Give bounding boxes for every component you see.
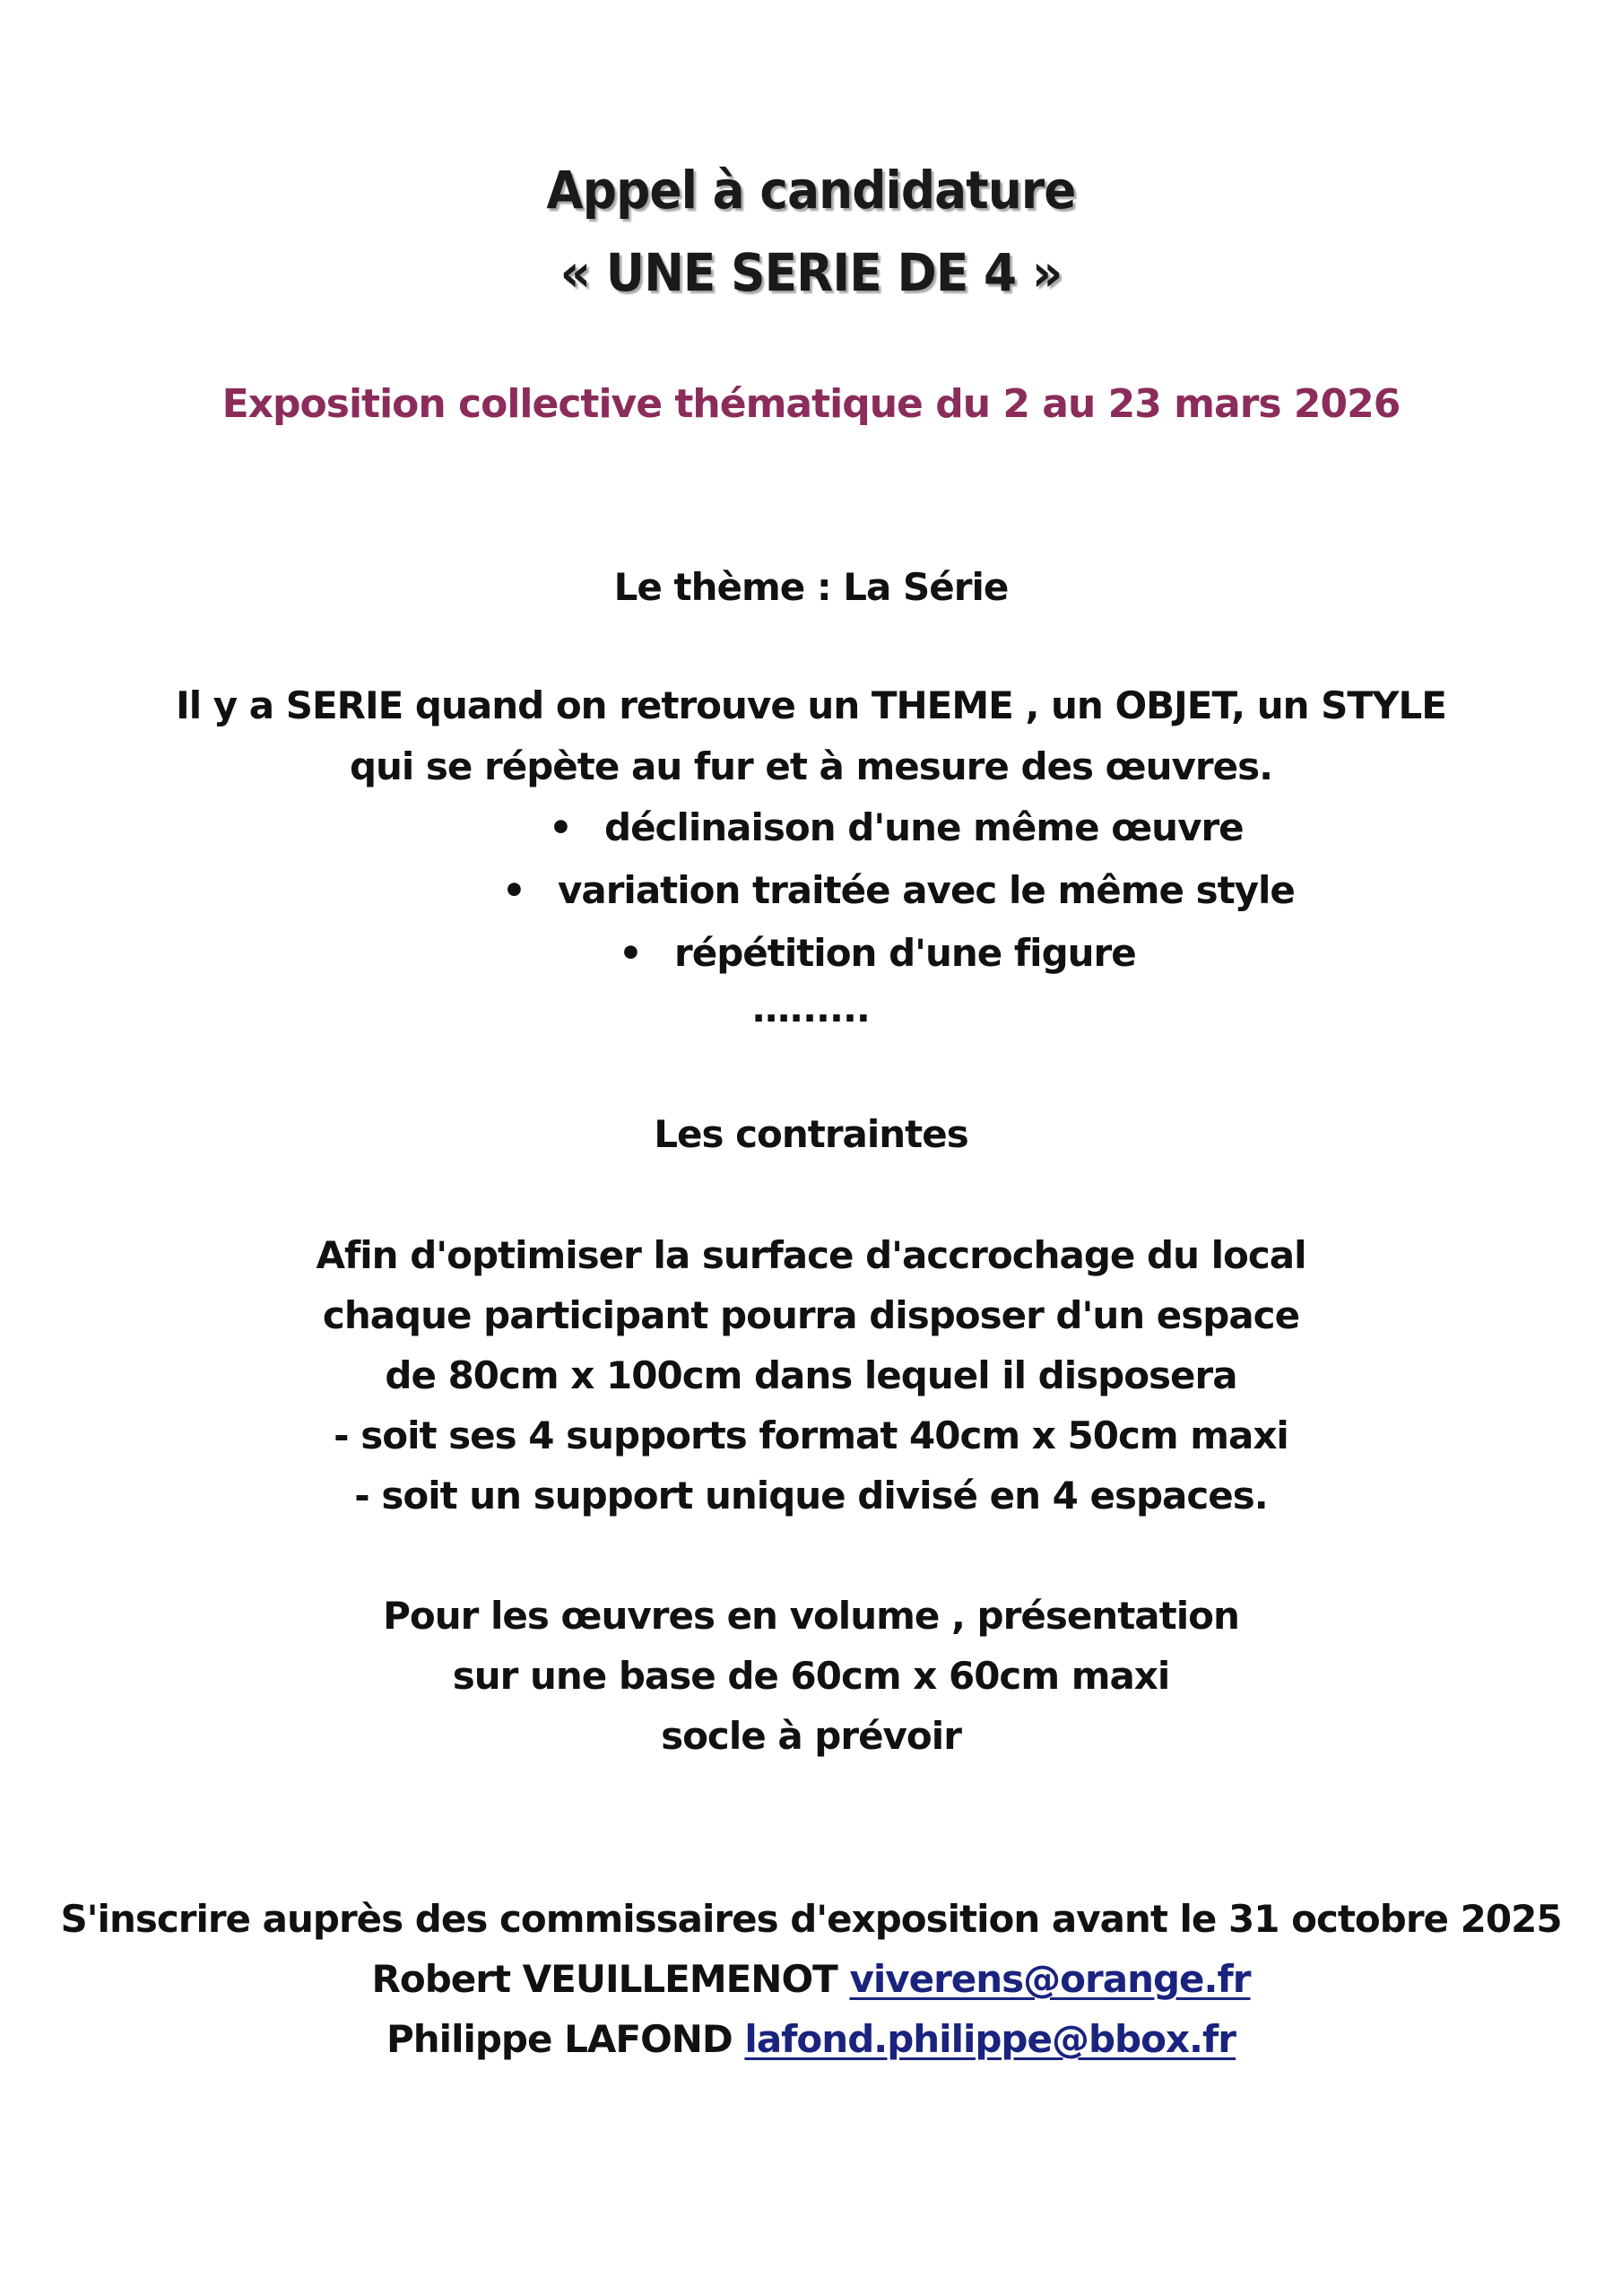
constraints-line-4: - soit ses 4 supports format 40cm x 50cm maxi — [334, 1413, 1288, 1457]
volume-line-3: socle à prévoir — [661, 1714, 961, 1758]
theme-bullet-2-text: variation traitée avec le même style — [558, 868, 1295, 912]
constraints-line-1: Afin d'optimiser la surface d'accrochage du local — [316, 1233, 1306, 1277]
contact-2-name: Philippe LAFOND — [386, 2017, 733, 2061]
bullet-icon: • — [549, 805, 572, 849]
bullet-icon: • — [502, 868, 525, 912]
theme-ellipsis: …...... — [752, 987, 870, 1031]
theme-bullet-2 — [502, 868, 1295, 912]
contact-1-name: Robert VEUILLEMENOT — [371, 1957, 837, 2001]
constraints-line-3: de 80cm x 100cm dans lequel il disposera — [385, 1353, 1237, 1397]
constraints-line-5: - soit un support unique divisé en 4 espaces. — [354, 1474, 1268, 1518]
contact-2-email-link[interactable]: lafond.philippe@bbox.fr — [744, 2017, 1236, 2061]
theme-heading: Le thème : La Série — [613, 565, 1009, 609]
bullet-icon: • — [619, 931, 642, 975]
contact-1-email-link[interactable]: viverens@orange.fr — [849, 1957, 1251, 2001]
title-line-2: « UNE SERIE DE 4 » — [559, 242, 1063, 303]
contact-2 — [0, 2017, 1622, 2061]
volume-line-2: sur une base de 60cm x 60cm maxi — [452, 1654, 1170, 1698]
theme-bullet-1 — [549, 805, 1244, 849]
constraints-line-2: chaque participant pourra disposer d'un espace — [322, 1293, 1300, 1337]
volume-line-1: Pour les œuvres en volume , présentation — [383, 1594, 1239, 1638]
theme-definition-line-1: Il y a SERIE quand on retrouve un THEME , un OBJET, un STYLE — [176, 683, 1446, 727]
exhibition-subtitle: Exposition collective thématique du 2 au 23 mars 2026 — [221, 381, 1401, 427]
theme-bullet-1-text: déclinaison d'une même œuvre — [604, 805, 1244, 849]
registration-intro: S'inscrire auprès des commissaires d'exposition avant le 31 octobre 2025 — [60, 1897, 1562, 1941]
theme-bullet-3 — [619, 931, 1136, 975]
title-line-1: Appel à candidature — [546, 160, 1076, 221]
theme-bullet-3-text: répétition d'une figure — [674, 931, 1136, 975]
theme-definition-line-2: qui se répète au fur et à mesure des œuvres. — [349, 744, 1273, 788]
constraints-heading: Les contraintes — [654, 1112, 968, 1156]
contact-1 — [0, 1957, 1622, 2001]
